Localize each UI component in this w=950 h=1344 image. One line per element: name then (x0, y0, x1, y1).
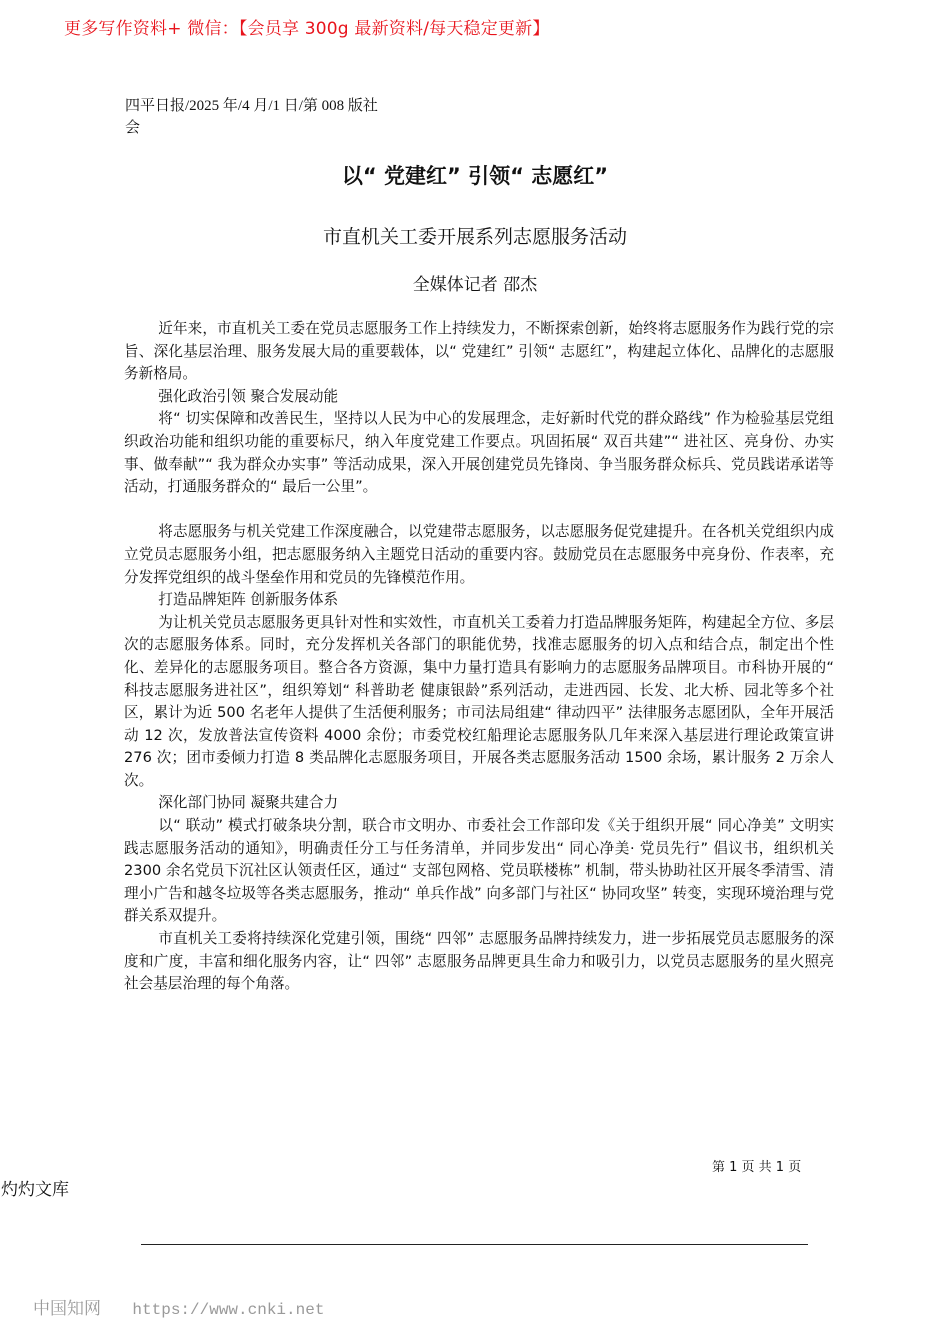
section-heading-political-leadership: 强化政治引领 聚合发展动能 (158, 387, 339, 405)
article-body (124, 318, 834, 996)
paragraph: 以“ 联动” 模式打破条块分割，联合市文明办、市委社会工作部印发《关于组织开展“ 同心净美” 文明实践志愿服务活动的通知》，明确责任分工与任务清单，并同步发出“ 同心净美· 党员先行” 倡议书，组织机关 2300 余名党员下沉社区认领责任区，通过“ 支部包网格、党员联楼栋” 机制，带头协助社区开展冬季清雪、清理小广告和越冬垃圾等各类志愿服务，推动“ 单兵作战” 向多部门与社区“ 协同攻坚” 转变，实现环境治理与党群关系双提升。 (124, 817, 834, 925)
article-title: 以“ 党建红” 引领“ 志愿红” (341, 164, 609, 188)
paragraph: 将“ 切实保障和改善民生，坚持以人民为中心的发展理念，走好新时代党的群众路线” 作为检验基层党组织政治功能和组织功能的重要标尺，纳入年度党建工作要点。巩固拓展“ 双百共建”“ 进社区、亮身份、办实事、做奉献”“ 我为群众办实事” 等活动成果，深入开展创建党员先锋岗、争当服务群众标兵、党员践诺承诺等活动，打通服务群众的“ 最后一公里”。 (124, 410, 834, 496)
cnki-url-link[interactable]: https://www.cnki.net (132, 1301, 325, 1319)
cnki-name: 中国知网 (33, 1299, 101, 1319)
article-byline: 全媒体记者 邵杰 (412, 275, 538, 295)
section-heading-brand-matrix: 打造品牌矩阵 创新服务体系 (158, 591, 339, 609)
footer-divider (141, 1244, 808, 1245)
paragraph-conclusion: 市直机关工委将持续深化党建引领，围绕“ 四邻” 志愿服务品牌持续发力，进一步拓展党员志愿服务的深度和广度，丰富和细化服务内容，让“ 四邻” 志愿服务品牌更具生命力和吸引力，以党员志愿服务的星火照亮社会基层治理的每个角落。 (124, 930, 834, 993)
paragraph: 将志愿服务与机关党建工作深度融合，以党建带志愿服务，以志愿服务促党建提升。在各机关党组织内成立党员志愿服务小组，把志愿服务纳入主题党日活动的重要内容。鼓励党员在志愿服务中亮身份、作表率，充分发挥党组织的战斗堡垒作用和党员的先锋模范作用。 (124, 523, 834, 586)
section-heading-department-collaboration: 深化部门协同 凝聚共建合力 (158, 794, 339, 812)
paragraph-intro: 近年来，市直机关工委在党员志愿服务工作上持续发力，不断探索创新，始终将志愿服务作为践行党的宗旨、深化基层治理、服务发展大局的重要载体，以“ 党建红” 引领“ 志愿红”，构建起立体化、品牌化的志愿服务新格局。 (124, 320, 834, 383)
cnki-watermark (33, 1294, 324, 1319)
page-indicator: 第 1 页 共 1 页 (712, 1160, 802, 1175)
source-citation: 四平日报/2025 年/4 月/1 日/第 008 版社会 (125, 98, 378, 136)
promo-banner: 更多写作资料+ 微信：【会员享 300g 最新资料/每天稳定更新】 (64, 19, 550, 39)
article-subtitle: 市直机关工委开展系列志愿服务活动 (322, 226, 627, 248)
paragraph: 为让机关党员志愿服务更具针对性和实效性，市直机关工委着力打造品牌服务矩阵，构建起全方位、多层次的志愿服务体系。同时，充分发挥机关各部门的职能优势，找准志愿服务的切入点和结合点，制定出个性化、差异化的志愿服务项目。整合各方资源，集中力量打造具有影响力的志愿服务品牌项目。市科协开展的“ 科技志愿服务进社区”，组织筹划“ 科普助老 健康银龄”系列活动，走进西园、长发、北大桥、园北等多个社区，累计为近 500 名老年人提供了生活便利服务；市司法局组建“ 律动四平” 法律服务志愿团队，全年开展活动 12 次，发放普法宣传资料 4000 余份；市委党校红船理论志愿服务队几年来深入基层进行理论政策宣讲 276 次；团市委倾力打造 8 类品牌化志愿服务项目，开展各类志愿服务活动 1500 余场，累计服务 2 万余人次。 (124, 613, 834, 789)
library-watermark: 灼灼文库 (1, 1180, 69, 1200)
